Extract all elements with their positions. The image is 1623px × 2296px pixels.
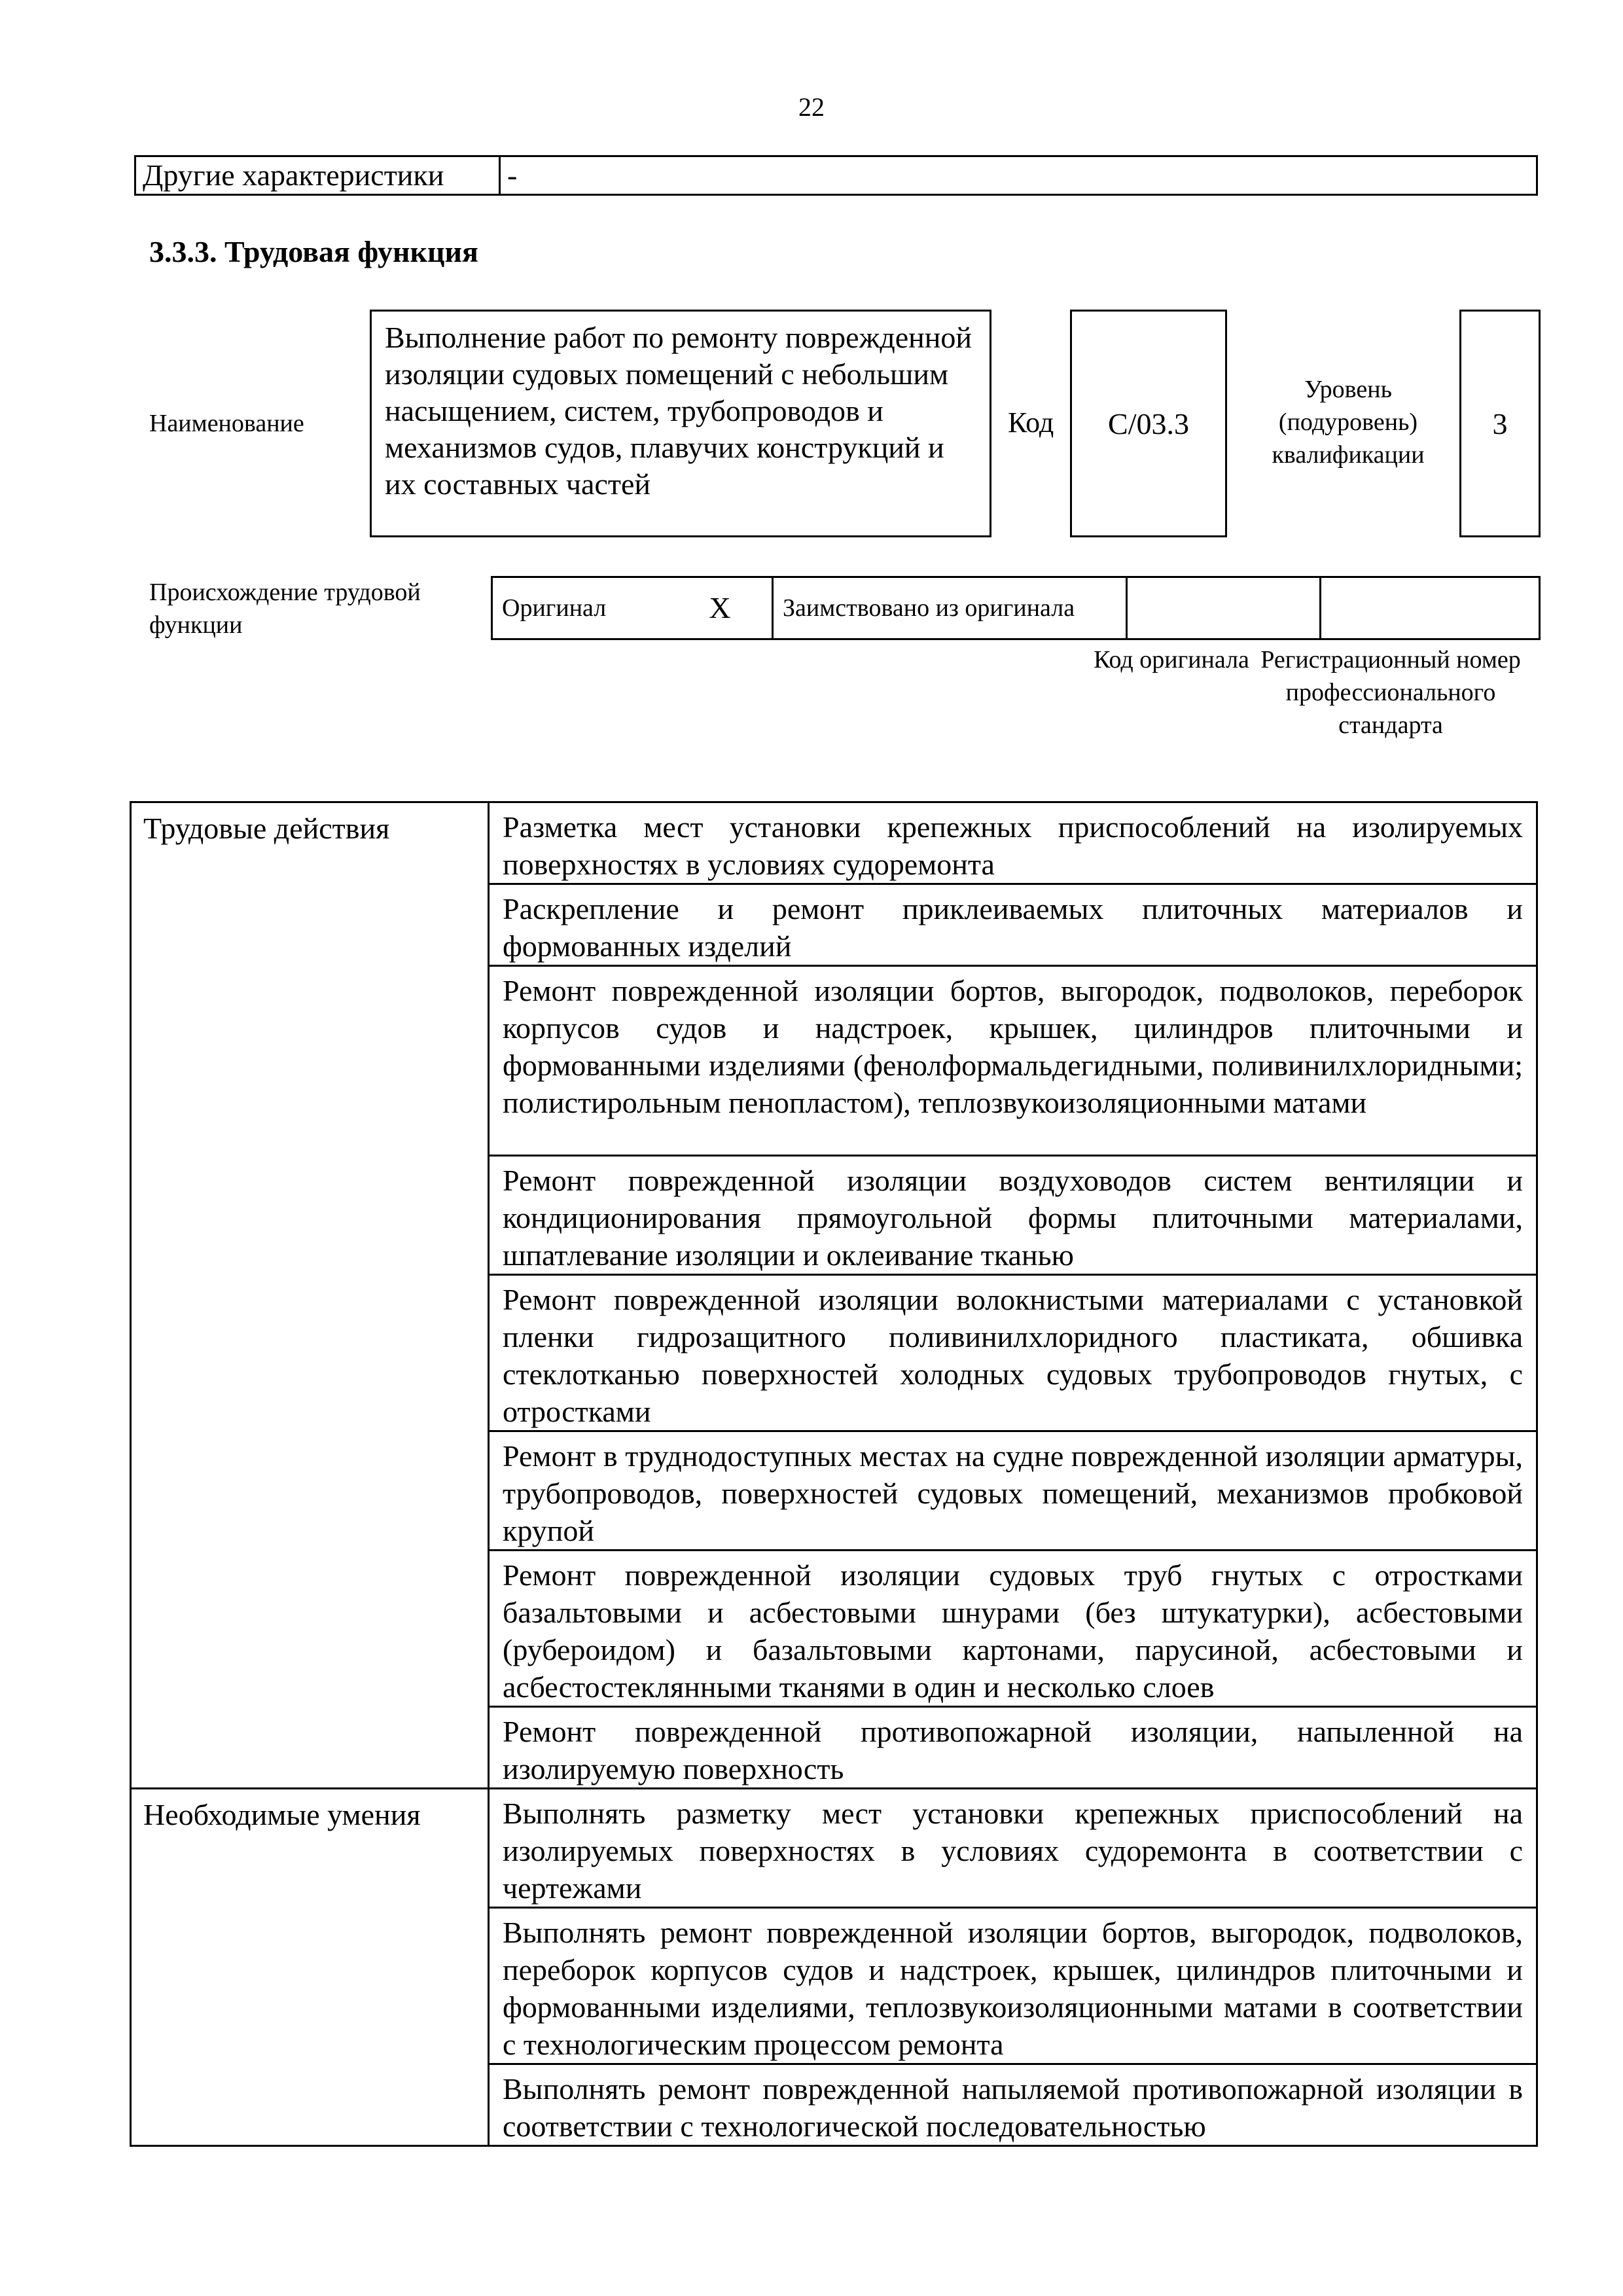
section-title: 3.3.3. Трудовая функция bbox=[149, 235, 478, 268]
level-label: Уровень (подуровень) квалификации bbox=[1272, 376, 1425, 469]
code-label: Код bbox=[1008, 406, 1054, 439]
labor-action-item: Ремонт поврежденной изоляции бортов, выгородок, подволоков, переборок корпусов судов и надстроек, крышек, цилиндров плиточными и формованными изделиями (фенолформальдегидными, поливинилхлоридными; полистирольным пенопластом), теплозвукоизоляционными матами bbox=[489, 966, 1537, 1156]
registration-number-caption: Регистрационный номер профессионального стандарта bbox=[1260, 646, 1521, 739]
original-mark: X bbox=[668, 577, 773, 639]
skill-item: Выполнять ремонт поврежденной изоляции бортов, выгородок, подволоков, переборок корпусов судов и надстроек, крышек, цилиндров плиточными и формованными изделиями, теплозвукоизоляционными матами в соответствии с технологическим процессом ремонта bbox=[489, 1908, 1537, 2064]
labor-action-item: Ремонт поврежденной изоляции воздуховодов систем вентиляции и кондиционирования прямоугольной формы плиточными материалами, шпатлевание изоляции и оклеивание тканью bbox=[489, 1156, 1537, 1275]
level-value-box bbox=[1459, 310, 1541, 537]
other-characteristics-value: - bbox=[500, 156, 1537, 195]
code-value: C/03.3 bbox=[1108, 406, 1189, 440]
function-name-box: Выполнение работ по ремонту поврежденной изоляции судовых помещений с небольшим насыщением, систем, трубопроводов и механизмов судов, плавучих конструкций и их составных частей bbox=[370, 310, 991, 537]
other-characteristics-label: Другие характеристики bbox=[135, 156, 500, 195]
labor-actions-label: Трудовые действия bbox=[131, 802, 489, 1789]
skill-item: Выполнять разметку мест установки крепежных приспособлений на изолируемых поверхностях в условиях судоремонта в соответствии с чертежами bbox=[489, 1789, 1537, 1908]
original-label: Оригинал bbox=[492, 577, 669, 639]
origin-table bbox=[491, 576, 1541, 640]
level-value: 3 bbox=[1492, 406, 1508, 440]
skill-item: Выполнять ремонт поврежденной напыляемой противопожарной изоляции в соответствии с технологической последовательностью bbox=[489, 2064, 1537, 2146]
registration-number-cell bbox=[1321, 577, 1540, 639]
origin-label: Происхождение трудовой функции bbox=[149, 579, 421, 639]
required-skills-label: Необходимые умения bbox=[131, 1789, 489, 2146]
code-value-box bbox=[1070, 310, 1227, 537]
labor-action-item: Ремонт поврежденной противопожарной изоляции, напыленной на изолируемую поверхность bbox=[489, 1707, 1537, 1789]
page-number: 22 bbox=[798, 92, 825, 122]
borrowed-label: Заимствовано из оригинала bbox=[773, 577, 1127, 639]
original-code-cell bbox=[1127, 577, 1321, 639]
labor-action-item: Разметка мест установки крепежных приспособлений на изолируемых поверхностях в условиях судоремонта bbox=[489, 802, 1537, 884]
other-characteristics-table bbox=[134, 155, 1538, 196]
labor-action-item: Раскрепление и ремонт приклеиваемых плиточных материалов и формованных изделий bbox=[489, 884, 1537, 966]
original-code-caption: Код оригинала bbox=[1094, 646, 1249, 673]
labor-action-item: Ремонт в труднодоступных местах на судне поврежденной изоляции арматуры, трубопроводов, поверхностей судовых помещений, механизмов пробковой крупой bbox=[489, 1431, 1537, 1551]
labor-action-item: Ремонт поврежденной изоляции судовых труб гнутых с отростками базальтовыми и асбестовыми шнурами (без штукатурки), асбестовыми (рубероидом) и базальтовыми картонами, парусиной, асбестовыми и асбестостеклянными тканями в один и несколько слоев bbox=[489, 1551, 1537, 1707]
name-label: Наименование bbox=[149, 410, 304, 437]
labor-action-item: Ремонт поврежденной изоляции волокнистыми материалами с установкой пленки гидрозащитного поливинилхлоридного пластиката, обшивка стеклотканью поверхностей холодных судовых трубопроводов гнутых, с отростками bbox=[489, 1275, 1537, 1431]
function-details-table bbox=[130, 801, 1538, 2147]
